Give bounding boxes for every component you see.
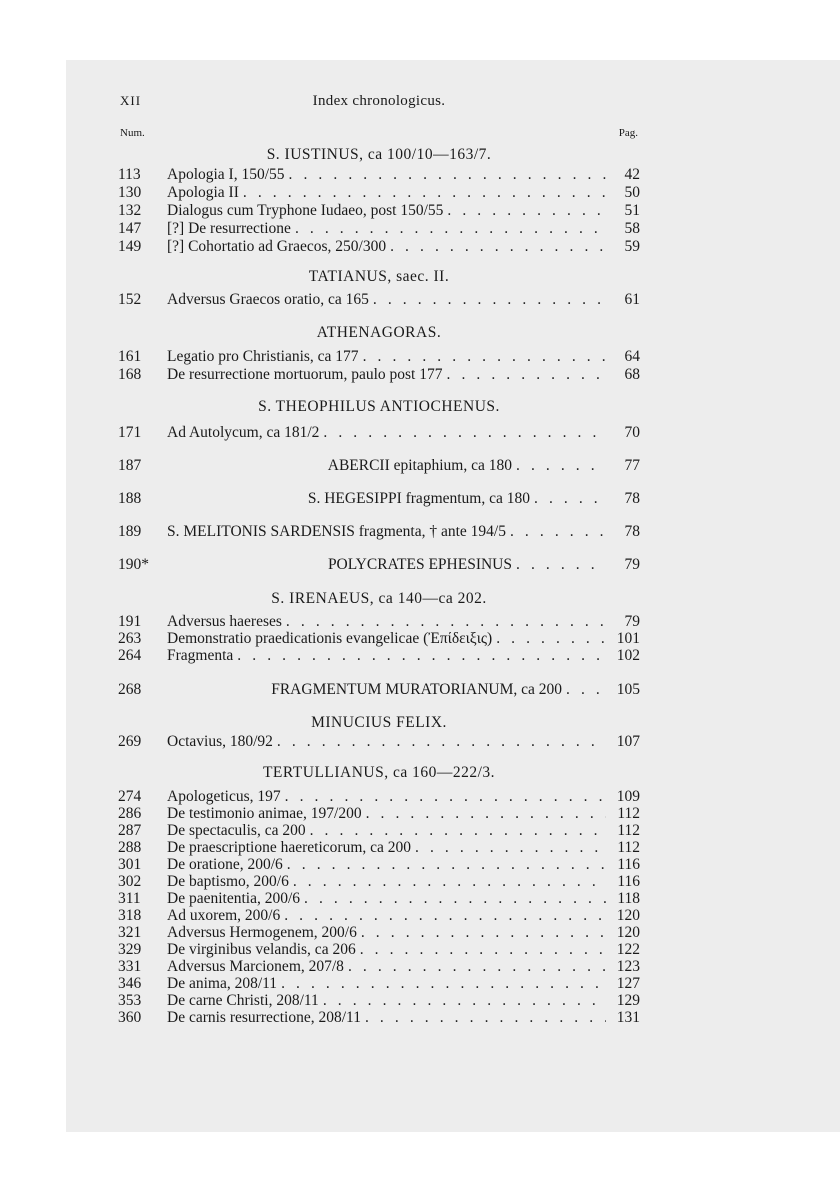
entry-number: 360 xyxy=(118,1009,142,1026)
index-entry xyxy=(118,958,640,976)
index-entry xyxy=(118,291,640,309)
entry-number: 346 xyxy=(118,975,142,992)
entry-page: 42 xyxy=(624,166,640,183)
page-title: Index chronologicus. xyxy=(312,93,446,109)
entry-page: 120 xyxy=(616,907,640,924)
entry-page: 102 xyxy=(616,647,640,664)
entry-page: 131 xyxy=(616,1009,640,1026)
entry-number: 318 xyxy=(118,907,142,924)
entry-title: Dialogus cum Tryphone Iudaeo, post 150/55 xyxy=(167,202,444,219)
leader-dots xyxy=(534,490,606,508)
entry-title: FRAGMENTUM MURATORIANUM, ca 200 xyxy=(271,681,562,698)
index-page xyxy=(118,0,640,1191)
section-heading: ATHENAGORAS. xyxy=(316,324,442,341)
entry-number: 263 xyxy=(118,630,142,647)
index-entry xyxy=(118,238,640,256)
section-heading: S. THEOPHILUS ANTIOCHENUS. xyxy=(258,398,500,415)
entry-title: De praescriptione haereticorum, ca 200 xyxy=(167,839,412,856)
index-entry xyxy=(118,613,640,631)
entry-title: Adversus haereses xyxy=(167,613,282,630)
entry-number: 331 xyxy=(118,958,142,975)
entry-number: 171 xyxy=(118,424,142,441)
leader-dots xyxy=(348,958,606,976)
leader-dots xyxy=(293,873,606,891)
column-pag-label: Pag. xyxy=(618,127,638,139)
entry-title: De spectaculis, ca 200 xyxy=(167,822,306,839)
entry-number: 147 xyxy=(118,220,142,237)
index-entry xyxy=(118,788,640,806)
section-heading: S. IUSTINUS, ca 100/10—163/7. xyxy=(266,146,492,163)
index-entry xyxy=(118,907,640,925)
entry-title: Ad uxorem, 200/6 xyxy=(167,907,281,924)
entry-page: 116 xyxy=(617,856,640,873)
leader-dots xyxy=(289,166,606,184)
leader-dots xyxy=(237,647,606,665)
entry-page: 79 xyxy=(624,613,640,630)
entry-page: 120 xyxy=(616,924,640,941)
entry-number: 168 xyxy=(118,366,142,383)
leader-dots xyxy=(287,856,606,874)
entry-number: 302 xyxy=(118,873,142,890)
entry-title: Legatio pro Christianis, ca 177 xyxy=(167,348,359,365)
entry-page: 112 xyxy=(617,839,640,856)
entry-title: Apologia I, 150/55 xyxy=(167,166,285,183)
entry-title: Ad Autolycum, ca 181/2 xyxy=(167,424,320,441)
index-entry xyxy=(118,733,640,751)
index-entry xyxy=(118,822,640,840)
entry-number: 268 xyxy=(118,681,142,698)
leader-dots xyxy=(566,681,606,699)
entry-page: 68 xyxy=(624,366,640,383)
entry-title: De virginibus velandis, ca 206 xyxy=(167,941,356,958)
entry-page: 64 xyxy=(624,348,640,365)
entry-title: [?] Cohortatio ad Graecos, 250/300 xyxy=(167,238,387,255)
entry-number: 287 xyxy=(118,822,142,839)
index-entry xyxy=(118,523,640,541)
entry-title: De baptismo, 200/6 xyxy=(167,873,289,890)
section-heading: TERTULLIANUS, ca 160—222/3. xyxy=(262,764,496,781)
index-entry xyxy=(118,924,640,942)
leader-dots xyxy=(447,202,606,220)
section-heading: MINUCIUS FELIX. xyxy=(311,714,447,731)
entry-page: 58 xyxy=(624,220,640,237)
index-entry xyxy=(118,490,640,508)
entry-number: 264 xyxy=(118,647,142,664)
entry-page: 112 xyxy=(617,822,640,839)
index-entry xyxy=(118,856,640,874)
entry-page: 79 xyxy=(624,556,640,573)
entry-number: 191 xyxy=(118,613,142,630)
entry-number: 274 xyxy=(118,788,142,805)
leader-dots xyxy=(281,975,606,993)
index-entry xyxy=(118,839,640,857)
leader-dots xyxy=(390,238,606,256)
entry-number: 190* xyxy=(118,556,149,573)
entry-page: 109 xyxy=(616,788,640,805)
leader-dots xyxy=(323,992,606,1010)
entry-page: 129 xyxy=(616,992,640,1009)
index-entry xyxy=(118,630,640,648)
index-entry xyxy=(118,941,640,959)
entry-number: 149 xyxy=(118,238,142,255)
entry-page: 101 xyxy=(616,630,640,647)
index-entry xyxy=(118,556,640,574)
index-entry xyxy=(118,457,640,475)
leader-dots xyxy=(373,291,606,309)
entry-title: De resurrectione mortuorum, paulo post 177 xyxy=(167,366,443,383)
entry-number: 269 xyxy=(118,733,142,750)
entry-number: 301 xyxy=(118,856,142,873)
leader-dots xyxy=(363,348,606,366)
entry-title: S. MELITONIS SARDENSIS fragmenta, † ante 194/5 xyxy=(167,523,506,540)
leader-dots xyxy=(366,805,606,823)
leader-dots xyxy=(360,941,606,959)
entry-page: 105 xyxy=(616,681,640,698)
leader-dots xyxy=(284,907,606,925)
entry-page: 78 xyxy=(624,490,640,507)
leader-dots xyxy=(285,788,606,806)
entry-number: 161 xyxy=(118,348,142,365)
index-entry xyxy=(118,366,640,384)
leader-dots xyxy=(323,424,606,442)
column-num-label: Num. xyxy=(120,127,145,139)
entry-number: 188 xyxy=(118,490,142,507)
entry-number: 132 xyxy=(118,202,142,219)
entry-number: 152 xyxy=(118,291,142,308)
column-headers xyxy=(118,127,640,141)
leader-dots xyxy=(496,630,606,648)
entry-page: 123 xyxy=(616,958,640,975)
leader-dots xyxy=(295,220,606,238)
entry-number: 113 xyxy=(118,166,141,183)
entry-number: 353 xyxy=(118,992,142,1009)
entry-title: De testimonio animae, 197/200 xyxy=(167,805,362,822)
entry-title: De carne Christi, 208/11 xyxy=(167,992,319,1009)
leader-dots xyxy=(516,457,606,475)
index-entry xyxy=(118,975,640,993)
entry-page: 112 xyxy=(617,805,640,822)
entry-number: 288 xyxy=(118,839,142,856)
entry-title: Demonstratio praedicationis evangelicae (Ἐπίδειξις) xyxy=(167,630,493,647)
leader-dots xyxy=(365,1009,606,1027)
entry-number: 311 xyxy=(118,890,141,907)
index-entry xyxy=(118,166,640,184)
entry-title: Apologia II xyxy=(167,184,239,201)
section-heading: TATIANUS, saec. II. xyxy=(308,268,450,285)
entry-title: De anima, 208/11 xyxy=(167,975,278,992)
leader-dots xyxy=(361,924,606,942)
entry-number: 329 xyxy=(118,941,142,958)
entry-number: 321 xyxy=(118,924,142,941)
leader-dots xyxy=(286,613,606,631)
entry-title: De oratione, 200/6 xyxy=(167,856,283,873)
entry-number: 130 xyxy=(118,184,142,201)
index-entry xyxy=(118,647,640,665)
entry-title: Adversus Graecos oratio, ca 165 xyxy=(167,291,369,308)
entry-page: 118 xyxy=(617,890,640,907)
index-entry xyxy=(118,805,640,823)
leader-dots xyxy=(243,184,606,202)
entry-number: 187 xyxy=(118,457,142,474)
entry-title: De paenitentia, 200/6 xyxy=(167,890,300,907)
entry-page: 59 xyxy=(624,238,640,255)
leader-dots xyxy=(516,556,606,574)
running-header xyxy=(118,93,640,113)
entry-title: Apologeticus, 197 xyxy=(167,788,281,805)
entry-number: 189 xyxy=(118,523,142,540)
leader-dots xyxy=(415,839,606,857)
index-entry xyxy=(118,890,640,908)
leader-dots xyxy=(310,822,606,840)
entry-title: De carnis resurrectione, 208/11 xyxy=(167,1009,361,1026)
entry-page: 116 xyxy=(617,873,640,890)
leader-dots xyxy=(304,890,606,908)
entry-page: 127 xyxy=(616,975,640,992)
entry-number: 286 xyxy=(118,805,142,822)
index-entry xyxy=(118,681,640,699)
index-entry xyxy=(118,1009,640,1027)
entry-title: Adversus Hermogenem, 200/6 xyxy=(167,924,357,941)
entry-page: 78 xyxy=(624,523,640,540)
entry-page: 50 xyxy=(624,184,640,201)
index-entry xyxy=(118,424,640,442)
entry-page: 122 xyxy=(616,941,640,958)
entry-page: 77 xyxy=(624,457,640,474)
entry-title: Octavius, 180/92 xyxy=(167,733,273,750)
index-entry xyxy=(118,873,640,891)
entry-title: Adversus Marcionem, 207/8 xyxy=(167,958,344,975)
entry-page: 61 xyxy=(624,291,640,308)
index-entry xyxy=(118,220,640,238)
entry-title: POLYCRATES EPHESINUS xyxy=(327,556,512,573)
leader-dots xyxy=(447,366,607,384)
index-entry xyxy=(118,202,640,220)
entry-page: 51 xyxy=(624,202,640,219)
entry-title: ABERCII epitaphium, ca 180 xyxy=(327,457,512,474)
entry-title: S. HEGESIPPI fragmentum, ca 180 xyxy=(307,490,530,507)
index-entry xyxy=(118,184,640,202)
leader-dots xyxy=(510,523,606,541)
section-heading: S. IRENAEUS, ca 140—ca 202. xyxy=(271,590,487,607)
leader-dots xyxy=(277,733,606,751)
entry-page: 107 xyxy=(616,733,640,750)
index-entry xyxy=(118,992,640,1010)
entry-title: Fragmenta xyxy=(167,647,234,664)
page-number: XII xyxy=(120,93,142,108)
index-entry xyxy=(118,348,640,366)
entry-page: 70 xyxy=(624,424,640,441)
entry-title: [?] De resurrectione xyxy=(167,220,291,237)
